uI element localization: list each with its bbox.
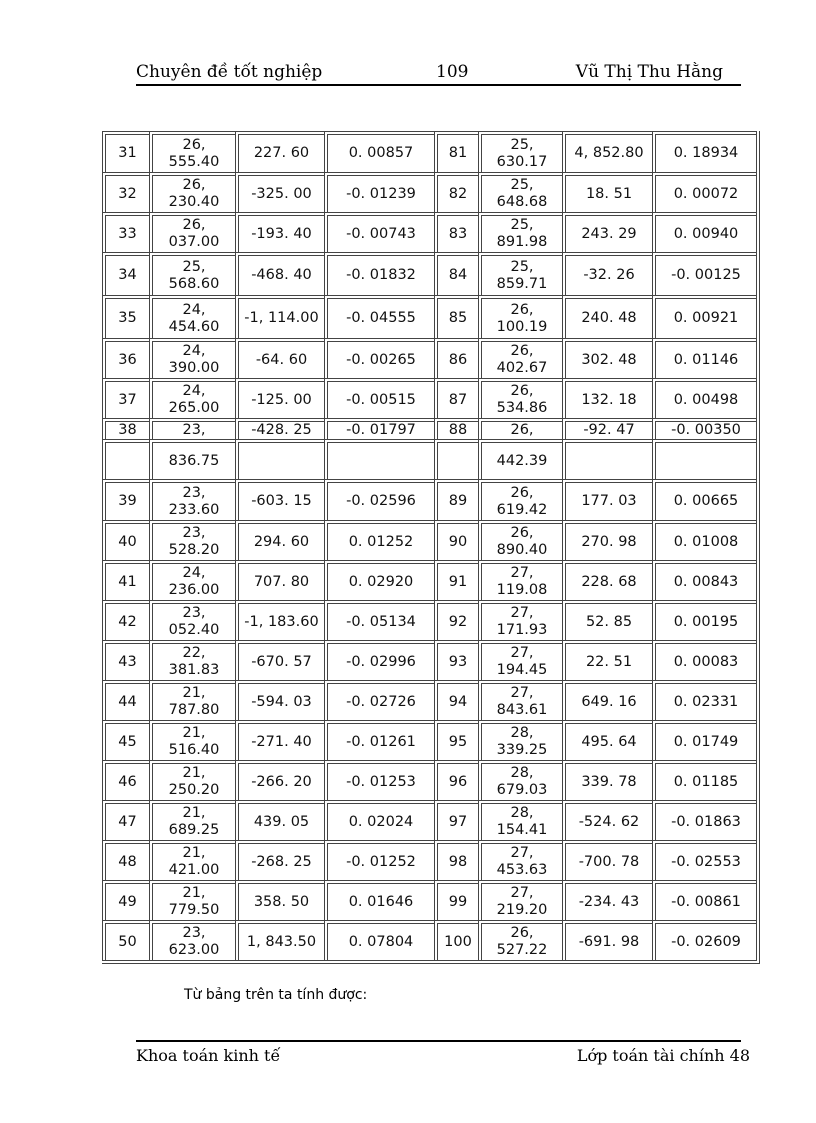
cell-price-right: 27, 219.20: [478, 880, 562, 920]
cell-index-left: 47: [102, 800, 149, 840]
cell-price-left: 24, 265.00: [149, 378, 235, 418]
cell-price-left: 24, 454.60: [149, 295, 235, 338]
cell-price-left: 23, 052.40: [149, 600, 235, 640]
cell-index-right: 99: [434, 880, 478, 920]
cell-price-left: 26, 230.40: [149, 172, 235, 212]
cell-price-right: 26,: [478, 418, 562, 439]
cell-index-right: 89: [434, 479, 478, 520]
cell-index-right: 91: [434, 560, 478, 600]
data-table: [102, 131, 760, 964]
cell-return-right: 0. 00083: [652, 640, 756, 680]
cell-price-right: 27, 453.63: [478, 840, 562, 880]
cell-index-right: [434, 439, 478, 479]
cell-change-right: 228. 68: [562, 560, 652, 600]
table-row: [102, 560, 756, 600]
cell-index-left: 41: [102, 560, 149, 600]
cell-price-left: 25, 568.60: [149, 252, 235, 295]
cell-return-right: -0. 00350: [652, 418, 756, 439]
cell-index-right: 84: [434, 252, 478, 295]
cell-index-left: 50: [102, 920, 149, 960]
cell-return-left: -0. 01253: [324, 760, 434, 800]
cell-price-left: 21, 421.00: [149, 840, 235, 880]
cell-price-left: 21, 516.40: [149, 720, 235, 760]
cell-index-left: 32: [102, 172, 149, 212]
cell-index-right: 93: [434, 640, 478, 680]
cell-return-right: 0. 00498: [652, 378, 756, 418]
cell-price-left: 23,: [149, 418, 235, 439]
cell-price-right: 26, 890.40: [478, 520, 562, 560]
cell-price-right: 27, 843.61: [478, 680, 562, 720]
cell-index-right: 82: [434, 172, 478, 212]
cell-change-right: -700. 78: [562, 840, 652, 880]
cell-index-left: 33: [102, 212, 149, 252]
table-row: [102, 439, 756, 479]
cell-return-left: -0. 00743: [324, 212, 434, 252]
cell-return-right: 0. 00843: [652, 560, 756, 600]
cell-index-left: 40: [102, 520, 149, 560]
cell-price-right: 26, 527.22: [478, 920, 562, 960]
footer-rule: [136, 1040, 741, 1042]
cell-return-left: [324, 439, 434, 479]
cell-change-right: -32. 26: [562, 252, 652, 295]
cell-index-right: 97: [434, 800, 478, 840]
cell-change-left: -468. 40: [235, 252, 324, 295]
table-row: [102, 520, 756, 560]
cell-return-right: 0. 01749: [652, 720, 756, 760]
cell-price-right: 25, 648.68: [478, 172, 562, 212]
cell-change-left: -428. 25: [235, 418, 324, 439]
cell-return-left: 0. 07804: [324, 920, 434, 960]
cell-return-right: 0. 00665: [652, 479, 756, 520]
cell-index-left: 35: [102, 295, 149, 338]
cell-price-left: 24, 236.00: [149, 560, 235, 600]
cell-index-left: 38: [102, 418, 149, 439]
cell-return-right: 0. 18934: [652, 131, 756, 172]
cell-return-left: -0. 02596: [324, 479, 434, 520]
cell-change-right: 495. 64: [562, 720, 652, 760]
cell-return-right: -0. 02553: [652, 840, 756, 880]
cell-index-left: 37: [102, 378, 149, 418]
cell-price-right: 26, 402.67: [478, 338, 562, 378]
cell-change-left: -266. 20: [235, 760, 324, 800]
cell-index-right: 86: [434, 338, 478, 378]
page-number: 109: [436, 62, 469, 82]
cell-change-right: 132. 18: [562, 378, 652, 418]
cell-price-left: 26, 555.40: [149, 131, 235, 172]
cell-index-left: 45: [102, 720, 149, 760]
cell-index-right: 85: [434, 295, 478, 338]
cell-change-left: [235, 439, 324, 479]
cell-price-right: 27, 171.93: [478, 600, 562, 640]
cell-price-right: 26, 534.86: [478, 378, 562, 418]
table-row: [102, 418, 756, 439]
cell-index-right: 100: [434, 920, 478, 960]
table-row: [102, 172, 756, 212]
cell-change-left: -603. 15: [235, 479, 324, 520]
cell-return-right: -0. 02609: [652, 920, 756, 960]
cell-index-right: 81: [434, 131, 478, 172]
cell-price-left: 22, 381.83: [149, 640, 235, 680]
table-row: [102, 212, 756, 252]
cell-return-left: 0. 01646: [324, 880, 434, 920]
table-row: [102, 131, 756, 172]
cell-return-right: 0. 00072: [652, 172, 756, 212]
cell-index-left: 46: [102, 760, 149, 800]
cell-index-left: 49: [102, 880, 149, 920]
cell-price-left: 836.75: [149, 439, 235, 479]
cell-change-left: -125. 00: [235, 378, 324, 418]
footer-faculty: Khoa toán kinh tế: [136, 1046, 281, 1065]
cell-return-right: 0. 00921: [652, 295, 756, 338]
cell-index-left: 34: [102, 252, 149, 295]
cell-price-right: 28, 154.41: [478, 800, 562, 840]
table-row: [102, 680, 756, 720]
cell-change-right: -524. 62: [562, 800, 652, 840]
table-row: [102, 600, 756, 640]
cell-price-left: 21, 779.50: [149, 880, 235, 920]
cell-index-right: 94: [434, 680, 478, 720]
cell-change-left: -670. 57: [235, 640, 324, 680]
cell-change-left: 439. 05: [235, 800, 324, 840]
table-row: [102, 479, 756, 520]
cell-return-left: 0. 02024: [324, 800, 434, 840]
cell-change-right: 339. 78: [562, 760, 652, 800]
cell-price-right: 28, 339.25: [478, 720, 562, 760]
cell-return-right: 0. 01185: [652, 760, 756, 800]
cell-price-left: 23, 233.60: [149, 479, 235, 520]
cell-index-left: 31: [102, 131, 149, 172]
table-row: [102, 640, 756, 680]
table-row: [102, 800, 756, 840]
cell-change-right: 243. 29: [562, 212, 652, 252]
cell-change-right: -234. 43: [562, 880, 652, 920]
cell-price-right: 26, 619.42: [478, 479, 562, 520]
cell-change-left: 227. 60: [235, 131, 324, 172]
cell-index-right: 88: [434, 418, 478, 439]
cell-index-left: 42: [102, 600, 149, 640]
cell-price-left: 23, 623.00: [149, 920, 235, 960]
table-row: [102, 920, 756, 960]
cell-return-right: -0. 00125: [652, 252, 756, 295]
table-row: [102, 378, 756, 418]
cell-return-right: 0. 01146: [652, 338, 756, 378]
cell-return-right: -0. 01863: [652, 800, 756, 840]
cell-price-left: 24, 390.00: [149, 338, 235, 378]
cell-change-right: 22. 51: [562, 640, 652, 680]
cell-index-left: [102, 439, 149, 479]
cell-change-right: 270. 98: [562, 520, 652, 560]
table-row: [102, 720, 756, 760]
cell-index-right: 92: [434, 600, 478, 640]
cell-price-left: 21, 689.25: [149, 800, 235, 840]
cell-change-right: 240. 48: [562, 295, 652, 338]
table-row: [102, 840, 756, 880]
cell-change-right: -92. 47: [562, 418, 652, 439]
cell-return-left: -0. 01832: [324, 252, 434, 295]
cell-index-left: 48: [102, 840, 149, 880]
cell-change-right: 177. 03: [562, 479, 652, 520]
cell-index-right: 98: [434, 840, 478, 880]
cell-price-left: 21, 250.20: [149, 760, 235, 800]
cell-change-left: -325. 00: [235, 172, 324, 212]
cell-change-left: -594. 03: [235, 680, 324, 720]
header-title: Chuyên đề tốt nghiệp: [136, 62, 323, 82]
footer-class: Lớp toán tài chính 48: [576, 1046, 750, 1065]
cell-return-left: -0. 01261: [324, 720, 434, 760]
cell-change-right: [562, 439, 652, 479]
cell-index-left: 39: [102, 479, 149, 520]
cell-return-left: -0. 00265: [324, 338, 434, 378]
cell-index-left: 36: [102, 338, 149, 378]
cell-change-left: -271. 40: [235, 720, 324, 760]
cell-change-left: -1, 114.00: [235, 295, 324, 338]
cell-return-left: -0. 00515: [324, 378, 434, 418]
cell-index-right: 90: [434, 520, 478, 560]
cell-price-right: 442.39: [478, 439, 562, 479]
cell-change-right: 18. 51: [562, 172, 652, 212]
cell-return-left: -0. 02726: [324, 680, 434, 720]
cell-change-left: 358. 50: [235, 880, 324, 920]
cell-index-right: 95: [434, 720, 478, 760]
cell-change-left: -64. 60: [235, 338, 324, 378]
cell-return-left: -0. 01797: [324, 418, 434, 439]
cell-index-right: 83: [434, 212, 478, 252]
cell-return-right: 0. 00940: [652, 212, 756, 252]
cell-change-left: 707. 80: [235, 560, 324, 600]
cell-change-right: 302. 48: [562, 338, 652, 378]
cell-price-right: 27, 119.08: [478, 560, 562, 600]
cell-return-left: -0. 02996: [324, 640, 434, 680]
cell-return-right: 0. 02331: [652, 680, 756, 720]
table-row: [102, 760, 756, 800]
cell-price-right: 28, 679.03: [478, 760, 562, 800]
cell-change-right: 52. 85: [562, 600, 652, 640]
cell-index-right: 87: [434, 378, 478, 418]
cell-change-left: 294. 60: [235, 520, 324, 560]
cell-return-left: 0. 01252: [324, 520, 434, 560]
cell-return-right: 0. 00195: [652, 600, 756, 640]
table-row: [102, 252, 756, 295]
cell-change-left: -268. 25: [235, 840, 324, 880]
header-author: Vũ Thị Thu Hằng: [575, 62, 723, 82]
cell-price-right: 25, 891.98: [478, 212, 562, 252]
cell-price-right: 27, 194.45: [478, 640, 562, 680]
cell-price-right: 25, 859.71: [478, 252, 562, 295]
cell-change-left: 1, 843.50: [235, 920, 324, 960]
cell-return-left: 0. 00857: [324, 131, 434, 172]
table-note: Từ bảng trên ta tính được:: [184, 987, 368, 1003]
cell-return-left: -0. 01239: [324, 172, 434, 212]
page-header: [136, 62, 741, 86]
table-row: [102, 338, 756, 378]
table-row: [102, 295, 756, 338]
cell-index-right: 96: [434, 760, 478, 800]
cell-change-left: -1, 183.60: [235, 600, 324, 640]
cell-change-right: 649. 16: [562, 680, 652, 720]
cell-return-right: 0. 01008: [652, 520, 756, 560]
cell-return-left: -0. 05134: [324, 600, 434, 640]
cell-index-left: 43: [102, 640, 149, 680]
cell-return-right: -0. 00861: [652, 880, 756, 920]
cell-return-left: -0. 01252: [324, 840, 434, 880]
cell-price-right: 26, 100.19: [478, 295, 562, 338]
cell-return-left: -0. 04555: [324, 295, 434, 338]
cell-price-left: 26, 037.00: [149, 212, 235, 252]
cell-return-left: 0. 02920: [324, 560, 434, 600]
cell-return-right: [652, 439, 756, 479]
cell-change-left: -193. 40: [235, 212, 324, 252]
cell-price-left: 21, 787.80: [149, 680, 235, 720]
table-row: [102, 880, 756, 920]
cell-change-right: -691. 98: [562, 920, 652, 960]
cell-index-left: 44: [102, 680, 149, 720]
cell-price-right: 25, 630.17: [478, 131, 562, 172]
cell-change-right: 4, 852.80: [562, 131, 652, 172]
cell-price-left: 23, 528.20: [149, 520, 235, 560]
